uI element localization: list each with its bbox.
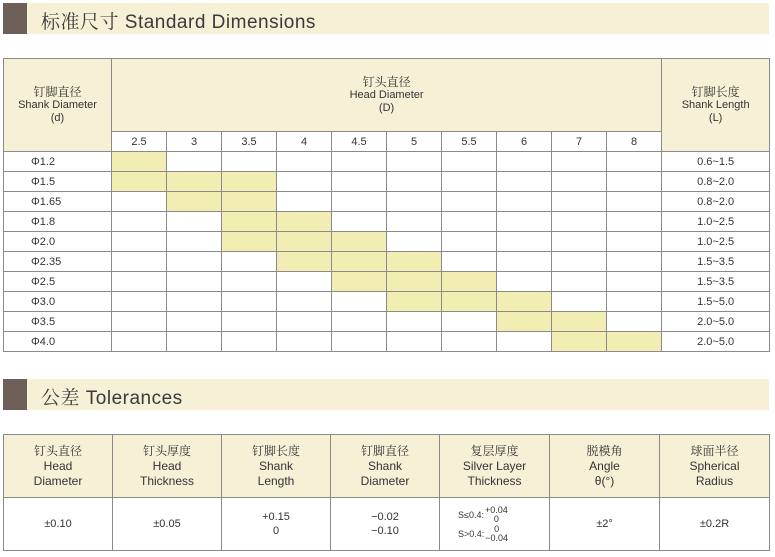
availability-cell [387, 232, 442, 252]
availability-cell [112, 272, 167, 292]
head-value-cell: 6 [497, 132, 552, 152]
tolerance-header-cell: 球面半径 Spherical Radius [660, 435, 770, 498]
availability-cell [552, 152, 607, 172]
shank-diameter-cell: Φ1.2 [4, 152, 112, 172]
availability-cell [607, 292, 662, 312]
availability-cell [497, 172, 552, 192]
section-title: 公差 Tolerances [41, 388, 183, 409]
availability-cell [442, 332, 497, 352]
availability-cell [277, 332, 332, 352]
head-value-cell: 8 [607, 132, 662, 152]
availability-cell [552, 292, 607, 312]
availability-cell [332, 152, 387, 172]
availability-cell [167, 272, 222, 292]
availability-cell [552, 232, 607, 252]
availability-cell-available [332, 272, 387, 292]
radius-tolerance: ±0.2R [660, 498, 770, 551]
availability-cell-available [442, 272, 497, 292]
availability-cell [167, 312, 222, 332]
shank-length-cell: 1.5~3.5 [662, 272, 770, 292]
silver-row-thick: S>0.4: 0 −0.04 [458, 523, 509, 543]
availability-cell-available [222, 212, 277, 232]
availability-cell-available [277, 252, 332, 272]
availability-cell [222, 152, 277, 172]
availability-cell [552, 212, 607, 232]
tolerance-header-cell: 钉脚长度 Shank Length [222, 435, 331, 498]
availability-cell-available [167, 172, 222, 192]
availability-cell-available [387, 292, 442, 312]
availability-cell [167, 252, 222, 272]
availability-cell [277, 292, 332, 312]
head-value-cell: 7 [552, 132, 607, 152]
availability-cell [222, 332, 277, 352]
availability-cell-available [387, 272, 442, 292]
availability-cell [112, 192, 167, 212]
tolerances-table [3, 434, 770, 551]
availability-cell [277, 172, 332, 192]
shank-diameter-header: 钉脚直径 Shank Diameter (d) [4, 59, 112, 152]
dimension-row [4, 252, 770, 272]
dimension-row [4, 152, 770, 172]
shank-length-cell: 1.0~2.5 [662, 232, 770, 252]
angle-tolerance: ±2° [550, 498, 660, 551]
shank-diameter-cell: Φ2.35 [4, 252, 112, 272]
shank-length-cell: 1.5~5.0 [662, 292, 770, 312]
availability-cell-available [167, 192, 222, 212]
shank-diameter-tolerance: −0.02 −0.10 [331, 498, 440, 551]
availability-cell-available [112, 172, 167, 192]
availability-cell [552, 272, 607, 292]
availability-cell [387, 212, 442, 232]
shank-diameter-cell: Φ2.0 [4, 232, 112, 252]
availability-cell-available [222, 232, 277, 252]
shank-length-cell: 1.5~3.5 [662, 252, 770, 272]
availability-cell [112, 252, 167, 272]
availability-cell [332, 172, 387, 192]
tolerances-header-row [4, 435, 770, 498]
head-value-cell: 3 [167, 132, 222, 152]
availability-cell-available [277, 212, 332, 232]
availability-cell-available [552, 312, 607, 332]
availability-cell-available [387, 252, 442, 272]
availability-cell [497, 152, 552, 172]
availability-cell [497, 272, 552, 292]
head-values-row [4, 132, 770, 152]
availability-cell [112, 292, 167, 312]
availability-cell-available [277, 232, 332, 252]
availability-cell-available [607, 332, 662, 352]
head-value-cell: 4.5 [332, 132, 387, 152]
availability-cell [607, 212, 662, 232]
head-value-cell: 3.5 [222, 132, 277, 152]
head-value-cell: 2.5 [112, 132, 167, 152]
tolerance-header-cell: 钉头厚度 Head Thickness [113, 435, 222, 498]
availability-cell [222, 252, 277, 272]
availability-cell [442, 172, 497, 192]
availability-cell-available [442, 292, 497, 312]
availability-cell [112, 212, 167, 232]
availability-cell [277, 192, 332, 212]
dimension-row [4, 312, 770, 332]
dimension-row [4, 232, 770, 252]
availability-cell [277, 152, 332, 172]
availability-cell [442, 192, 497, 212]
shank-length-tolerance: +0.15 0 [222, 498, 331, 551]
tolerance-header-cell: 复层厚度 Silver Layer Thickness [440, 435, 550, 498]
availability-cell [497, 212, 552, 232]
availability-cell [222, 272, 277, 292]
availability-cell-available [497, 312, 552, 332]
availability-cell [607, 312, 662, 332]
availability-cell [277, 312, 332, 332]
availability-cell [497, 232, 552, 252]
shank-diameter-cell: Φ1.5 [4, 172, 112, 192]
availability-cell [332, 212, 387, 232]
section-marker [3, 379, 27, 410]
availability-cell [387, 332, 442, 352]
availability-cell [552, 192, 607, 212]
availability-cell [387, 172, 442, 192]
availability-cell [167, 212, 222, 232]
tolerances-value-row [4, 498, 770, 551]
availability-cell [167, 292, 222, 312]
availability-cell [112, 232, 167, 252]
availability-cell [607, 152, 662, 172]
dimension-row [4, 212, 770, 232]
shank-diameter-cell: Φ4.0 [4, 332, 112, 352]
shank-diameter-cell: Φ1.65 [4, 192, 112, 212]
availability-cell-available [222, 172, 277, 192]
availability-cell [497, 332, 552, 352]
availability-cell [387, 192, 442, 212]
tolerance-header-cell: 钉脚直径 Shank Diameter [331, 435, 440, 498]
availability-cell [387, 152, 442, 172]
silver-layer-tolerance [440, 498, 550, 551]
availability-cell [607, 252, 662, 272]
head-diameter-header: 钉头直径 Head Diameter (D) [112, 59, 662, 132]
availability-cell [497, 252, 552, 272]
shank-length-cell: 0.8~2.0 [662, 172, 770, 192]
availability-cell [167, 152, 222, 172]
head-thickness-tolerance: ±0.05 [113, 498, 222, 551]
tolerance-header-cell: 脱模角 Angle θ(°) [550, 435, 660, 498]
section-header-tolerances [3, 379, 769, 410]
availability-cell [277, 272, 332, 292]
availability-cell [167, 232, 222, 252]
shank-length-cell: 0.8~2.0 [662, 192, 770, 212]
availability-cell [332, 332, 387, 352]
availability-cell [442, 312, 497, 332]
availability-cell [332, 312, 387, 332]
availability-cell-available [112, 152, 167, 172]
availability-cell [442, 152, 497, 172]
shank-length-cell: 2.0~5.0 [662, 312, 770, 332]
section-marker [3, 3, 27, 34]
availability-cell [222, 292, 277, 312]
dimension-row [4, 332, 770, 352]
section-title: 标准尺寸 Standard Dimensions [41, 12, 316, 33]
availability-cell [497, 192, 552, 212]
availability-cell [332, 192, 387, 212]
availability-cell [222, 312, 277, 332]
availability-cell [387, 312, 442, 332]
dimension-row [4, 192, 770, 212]
availability-cell-available [332, 232, 387, 252]
availability-cell [112, 312, 167, 332]
availability-cell [332, 292, 387, 312]
head-value-cell: 5 [387, 132, 442, 152]
shank-length-header: 钉脚长度 Shank Length (L) [662, 59, 770, 152]
dimension-row [4, 292, 770, 312]
availability-cell [112, 332, 167, 352]
head-diameter-tolerance: ±0.10 [4, 498, 113, 551]
shank-diameter-cell: Φ2.5 [4, 272, 112, 292]
head-value-cell: 4 [277, 132, 332, 152]
tolerance-header-cell: 钉头直径 Head Diameter [4, 435, 113, 498]
availability-cell [607, 192, 662, 212]
shank-diameter-cell: Φ3.5 [4, 312, 112, 332]
shank-length-cell: 0.6~1.5 [662, 152, 770, 172]
availability-cell [552, 172, 607, 192]
shank-length-cell: 1.0~2.5 [662, 212, 770, 232]
availability-cell [607, 232, 662, 252]
availability-cell [167, 332, 222, 352]
section-header-dimensions [3, 3, 769, 34]
dimension-row [4, 172, 770, 192]
availability-cell [442, 232, 497, 252]
availability-cell [442, 252, 497, 272]
availability-cell [442, 212, 497, 232]
availability-cell-available [222, 192, 277, 212]
shank-diameter-cell: Φ1.8 [4, 212, 112, 232]
availability-cell-available [552, 332, 607, 352]
silver-row-thin: S≤0.4: +0.04 0 [458, 504, 508, 524]
availability-cell [607, 172, 662, 192]
availability-cell-available [497, 292, 552, 312]
dimension-row [4, 272, 770, 292]
head-value-cell: 5.5 [442, 132, 497, 152]
availability-cell [552, 252, 607, 272]
dimensions-table [3, 58, 770, 352]
availability-cell [607, 272, 662, 292]
shank-diameter-cell: Φ3.0 [4, 292, 112, 312]
availability-cell-available [332, 252, 387, 272]
shank-length-cell: 2.0~5.0 [662, 332, 770, 352]
